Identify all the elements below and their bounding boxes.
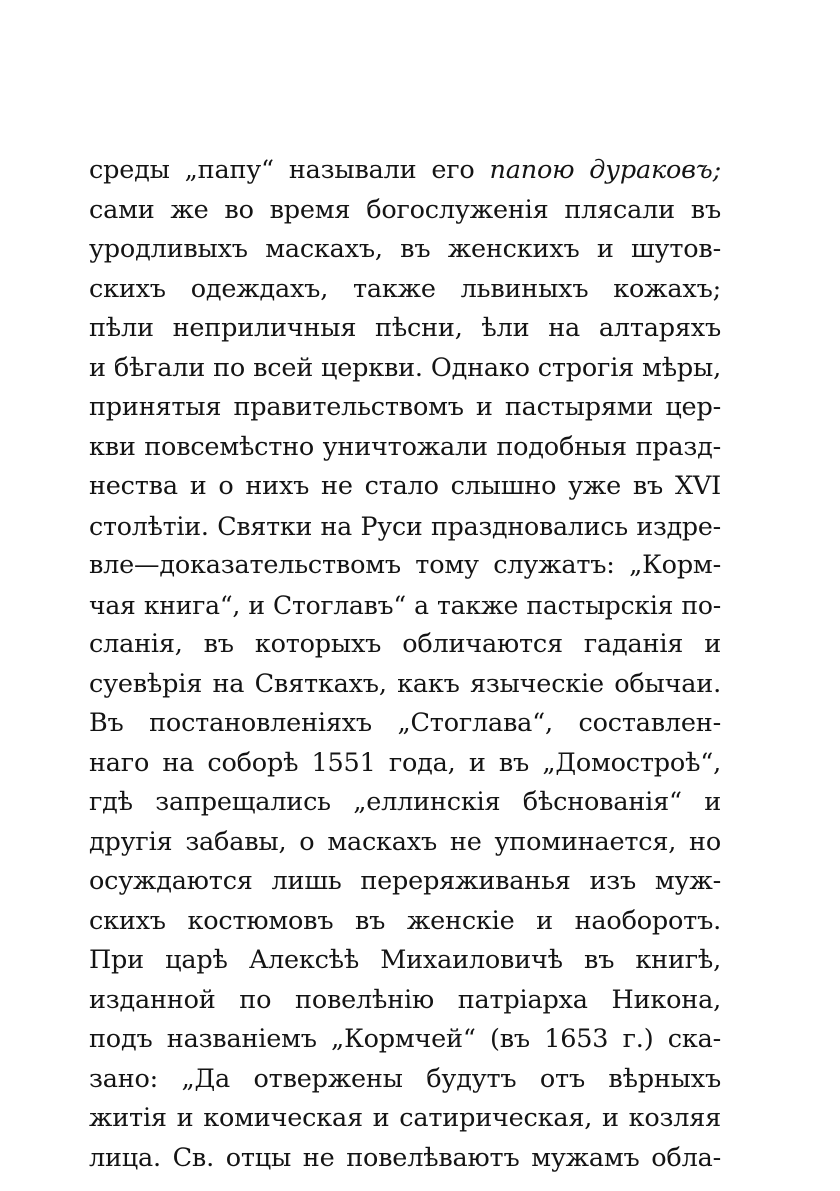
text-line: житія и комическая и сатирическая, и козляя <box>89 1103 721 1133</box>
text-line: скихъ одеждахъ, также львиныхъ кожахъ; <box>89 273 721 304</box>
text-line <box>89 151 721 191</box>
text-line: суевѣрія на Святкахъ, какъ языческіе обычаи. <box>89 668 721 699</box>
text-line: вле—доказательствомъ тому служатъ: „Корм- <box>89 550 721 580</box>
text-line: зано: „Да отвержены будутъ отъ вѣрныхъ <box>89 1063 721 1094</box>
text-line: лица. Св. отцы не повелѣваютъ мужамъ обла- <box>89 1142 721 1173</box>
text-line: чая книга“, и Стоглавъ“ а также пастырскія по- <box>89 590 721 620</box>
text-line: подъ названіемъ „Кормчей“ (въ 1653 г.) ска- <box>89 1024 721 1054</box>
text-line: пѣли неприличныя пѣсни, ѣли на алтаряхъ <box>89 313 721 343</box>
text-line: принятыя правительствомъ и пастырями цер- <box>89 392 721 422</box>
text-line: Въ постановленіяхъ „Стоглава“, составлен- <box>89 708 721 738</box>
text-line: сами же во время богослуженія плясали въ <box>89 194 721 225</box>
text-line: наго на соборѣ 1551 года, и въ „Домостроѣ“, <box>89 747 721 778</box>
body-text <box>89 151 721 1178</box>
text-line: При царѣ Алексѣѣ Михаиловичѣ въ книгѣ, <box>89 945 721 975</box>
text-line: кви повсемѣстно уничтожали подобныя празд- <box>89 431 721 462</box>
text-line: изданной по повелѣнію патріарха Никона, <box>89 984 721 1015</box>
text-line: уродливыхъ маскахъ, въ женскихъ и шутов- <box>89 234 721 264</box>
text-line: скихъ костюмовъ въ женскіе и наоборотъ. <box>89 905 721 936</box>
text-line-start: среды „папу“ называли его <box>89 155 490 185</box>
text-line: сланія, въ которыхъ обличаются гаданія и <box>89 629 721 659</box>
text-line: нества и о нихъ не стало слышно уже въ XVI <box>89 471 721 501</box>
text-line: гдѣ запрещались „еллинскія бѣснованія“ и <box>89 787 721 817</box>
text-line: столѣтіи. Святки на Руси праздновались издре- <box>89 511 721 541</box>
text-line: и бѣгали по всей церкви. Однако строгія мѣры, <box>89 352 721 383</box>
text-line: другія забавы, о маскахъ не упоминается, но <box>89 826 721 857</box>
italic-phrase: папою дураковъ; <box>489 155 721 185</box>
text-line: осуждаются лишь переряживанья изъ муж- <box>89 866 721 896</box>
